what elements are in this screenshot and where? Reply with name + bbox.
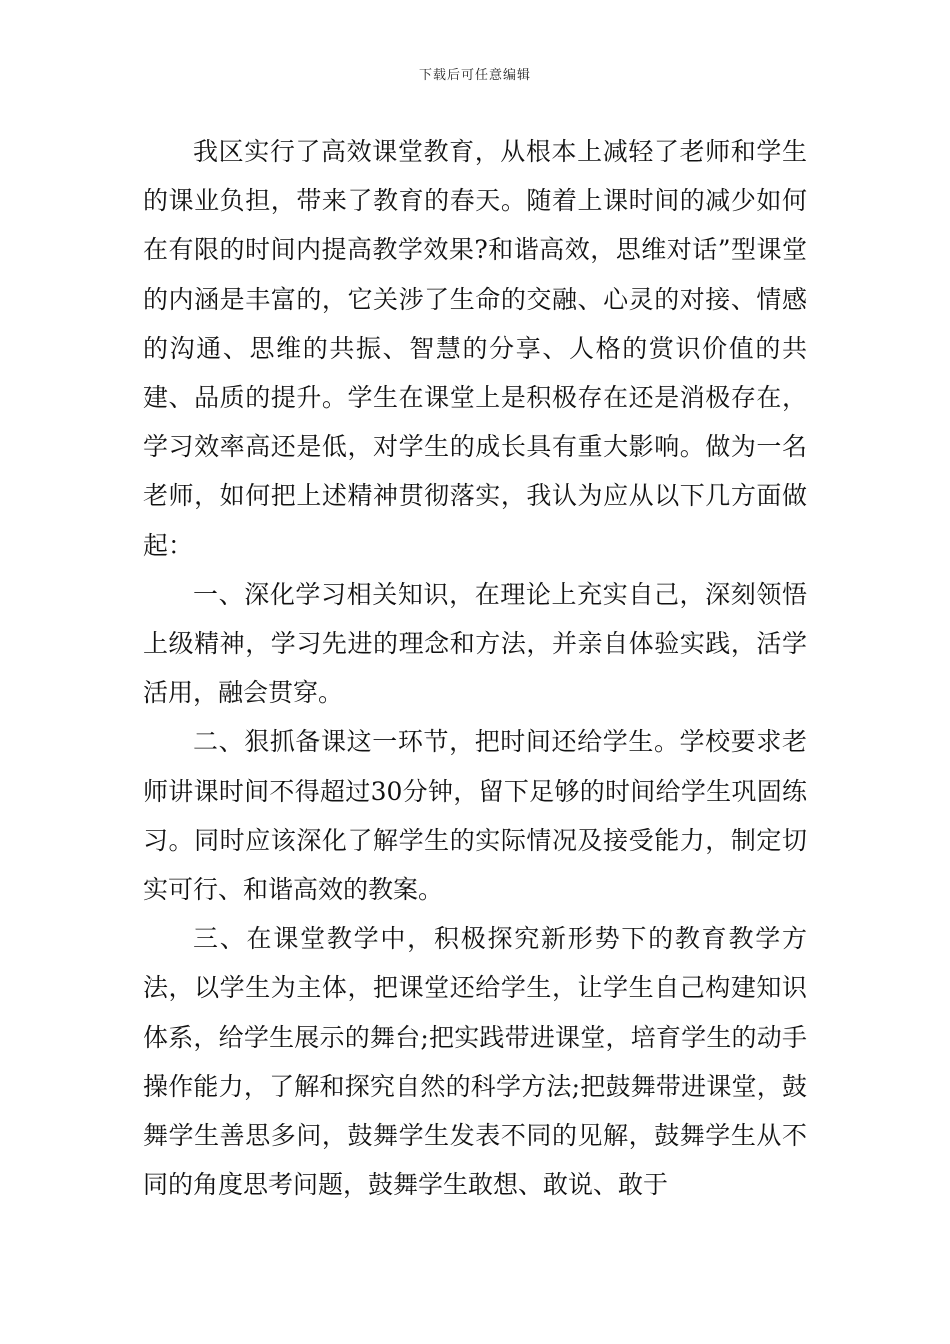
page-header: 下载后可任意编辑 [418,68,531,83]
document-body [143,127,807,1209]
paragraph-intro: 我区实行了高效课堂教育，从根本上减轻了老师和学生的课业负担，带来了教育的春天。随着上课时间的减少如何在有限的时间内提高教学效果?和谐高效，思维对话”型课堂的内涵是丰富的，它关涉了生命的交融、心灵的对接、情感的沟通、思维的共振、智慧的分享、人格的赏识价值的共建、品质的提升。学生在课堂上是积极存在还是消极存在，学习效率高还是低，对学生的成长具有重大影响。做为一名老师，如何把上述精神贯彻落实，我认为应从以下几方面做起： [143,137,807,560]
paragraph-point-one: 一、深化学习相关知识，在理论上充实自己，深刻领悟上级精神，学习先进的理念和方法，并亲自体验实践，活学活用，融会贯穿。 [143,579,807,708]
paragraph-point-two: 二、狠抓备课这一环节，把时间还给学生。学校要求老师讲课时间不得超过30分钟，留下足够的时间给学生巩固练习。同时应该深化了解学生的实际情况及接受能力，制定切实可行、和谐高效的教案。 [143,727,807,905]
paragraph-point-three: 三、在课堂教学中，积极探究新形势下的教育教学方法，以学生为主体，把课堂还给学生，让学生自己构建知识体系，给学生展示的舞台;把实践带进课堂，培育学生的动手操作能力，了解和探究自然的科学方法;把鼓舞带进课堂，鼓舞学生善思多问，鼓舞学生发表不同的见解，鼓舞学生从不同的角度思考问题，鼓舞学生敢想、敢说、敢于 [143,924,807,1200]
